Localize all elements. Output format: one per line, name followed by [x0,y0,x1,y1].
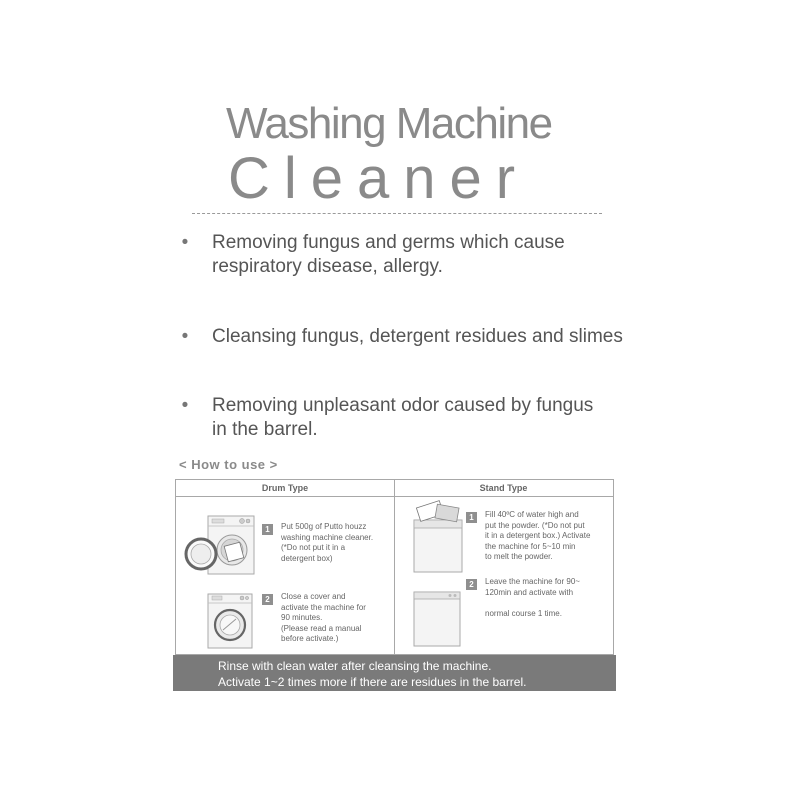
bullet-dot: • [181,395,189,416]
rinse-notice-banner [173,655,616,691]
step-text: before activate.) [281,634,339,643]
step-text: detergent box) [281,553,333,563]
step-text: the machine for 5~10 min [485,541,576,551]
feature-text: Removing unpleasant odor caused by fungus [212,395,594,416]
title-line-1: Washing Machine [226,99,552,148]
banner-text: Activate 1~2 times more if there are residues in the barrel. [218,675,527,689]
step-text: normal course 1 time. [485,608,562,618]
step-text: Put 500g of Putto houzz [281,522,367,531]
instruction-table [175,479,614,655]
step-text [485,598,580,609]
step-text: Fill 40ºC of water high and [485,510,579,519]
how-to-use-heading: < How to use > [179,457,278,472]
step-text: to melt the powder. [485,552,553,561]
step-text: Close a cover and [281,592,346,601]
feature-text: Removing fungus and germs which cause [212,232,565,253]
title-line-2: Cleaner [228,146,530,211]
bullet-dot: • [181,232,189,253]
top-load-washer-closed-icon [412,590,464,648]
column-divider [394,496,395,656]
step-text: 90 minutes. [281,613,323,622]
dashed-divider [192,213,602,214]
drum-type-header: Drum Type [176,480,395,497]
feature-text: respiratory disease, allergy. [212,256,443,277]
step-text: (Please read a manual [281,623,362,633]
step-number-badge: 1 [466,512,477,523]
step-number-badge: 2 [466,579,477,590]
step-number-badge: 1 [262,524,273,535]
step-text: activate the machine for [281,602,366,612]
step-text: put the powder. (*Do not put [485,520,585,530]
step-number-badge: 2 [262,594,273,605]
stand-type-header: Stand Type [394,480,613,497]
feature-text: in the barrel. [212,419,318,440]
bullet-dot: • [181,326,189,347]
feature-text: Cleansing fungus, detergent residues and slimes [212,326,623,347]
step-text: it in a detergent box.) Activate [485,531,591,540]
front-load-washer-open-icon [182,512,262,582]
step-text: 120min and activate with [485,587,574,597]
front-load-washer-closed-icon [206,592,256,650]
step-text: (*Do not put it in a [281,543,346,552]
banner-text: Rinse with clean water after cleansing the machine. [218,659,492,673]
step-text: washing machine cleaner. [281,532,374,542]
top-load-washer-powder-icon [408,500,470,574]
step-text: Leave the machine for 90~ [485,577,580,586]
